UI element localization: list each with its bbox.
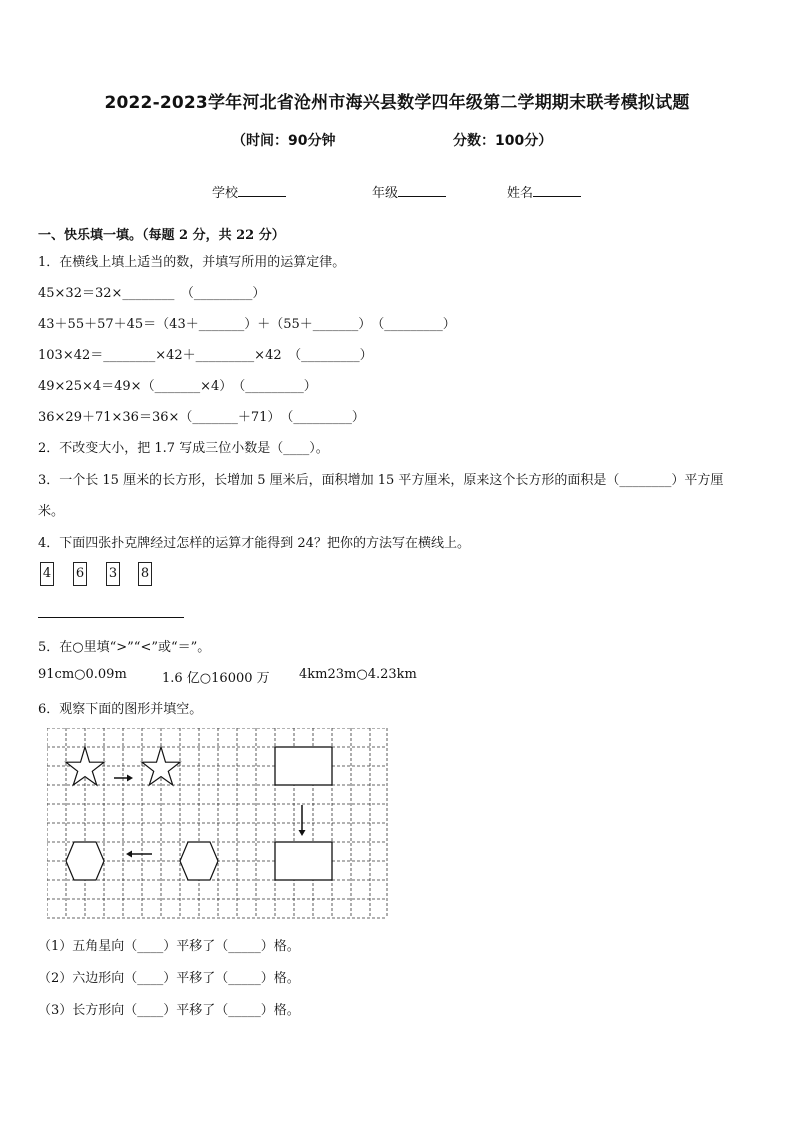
card-4: 8 (138, 562, 152, 586)
q6-sub-3: （3）长方形向（____）平移了（_____）格。 (38, 1003, 300, 1018)
question-4: 4．下面四张扑克牌经过怎样的运算才能得到 24？把你的方法写在横线上。 (38, 536, 470, 551)
grade-label: 年级 (372, 186, 399, 201)
translation-grid (47, 728, 389, 924)
exam-title: 2022-2023学年河北省沧州市海兴县数学四年级第二学期期末联考模拟试题 (104, 93, 690, 113)
score-info: 分数：100分） (453, 133, 553, 149)
school-field[interactable] (212, 182, 286, 201)
card-2: 6 (73, 562, 87, 586)
q6-sub-1: （1）五角星向（____）平移了（_____）格。 (38, 939, 300, 954)
q1-row-1: 45×32＝32×________ （_________） (38, 286, 266, 301)
q5-item-3: 4km23m○4.23km (299, 667, 417, 682)
rectangle-original (275, 747, 332, 785)
school-blank[interactable] (238, 184, 286, 197)
card-3: 3 (106, 562, 120, 586)
school-label: 学校 (212, 186, 239, 201)
q5-item-2: 1.6 亿○16000 万 (162, 671, 270, 686)
q6-sub-2: （2）六边形向（____）平移了（_____）格。 (38, 971, 300, 986)
question-1: 1．在横线上填上适当的数，并填写所用的运算定律。 (38, 255, 346, 270)
q1-row-4: 49×25×4＝49×（_______×4） （_________） (38, 379, 317, 394)
rectangle-moved (275, 842, 332, 880)
q1-row-3: 103×42＝________×42＋_________×42 （_________） (38, 348, 373, 363)
question-5: 5．在○里填“>”“<”或“＝”。 (38, 640, 211, 655)
name-label: 姓名 (507, 186, 534, 201)
card-1: 4 (40, 562, 54, 586)
question-3-line-1: 3．一个长 15 厘米的长方形，长增加 5 厘米后，面积增加 15 平方厘米，原来这个长方形的面积是（________）平方厘 (38, 473, 724, 488)
name-blank[interactable] (533, 184, 581, 197)
arrow-down-icon (299, 805, 306, 836)
q4-answer-line[interactable] (38, 617, 184, 618)
question-6: 6．观察下面的图形并填空。 (38, 702, 203, 717)
arrow-right-icon (114, 775, 133, 782)
q1-row-5: 36×29＋71×36＝36×（_______＋71） （_________） (38, 410, 365, 425)
hexagon-original (180, 842, 218, 880)
q5-item-1: 91cm○0.09m (38, 667, 127, 682)
section-heading: 一、快乐填一填。（每题 2 分，共 22 分） (38, 228, 285, 243)
hexagon-moved (66, 842, 104, 880)
question-2: 2．不改变大小，把 1.7 写成三位小数是（____）。 (38, 441, 329, 456)
arrow-left-icon (126, 851, 152, 858)
question-3-line-2: 米。 (38, 504, 65, 519)
time-info: （时间：90分钟 (232, 133, 336, 149)
name-field[interactable] (507, 182, 581, 201)
grade-blank[interactable] (398, 184, 446, 197)
grade-field[interactable] (372, 182, 446, 201)
q1-row-2: 43＋55＋57＋45＝（43＋_______）＋（55＋_______） （_________） (38, 317, 456, 332)
